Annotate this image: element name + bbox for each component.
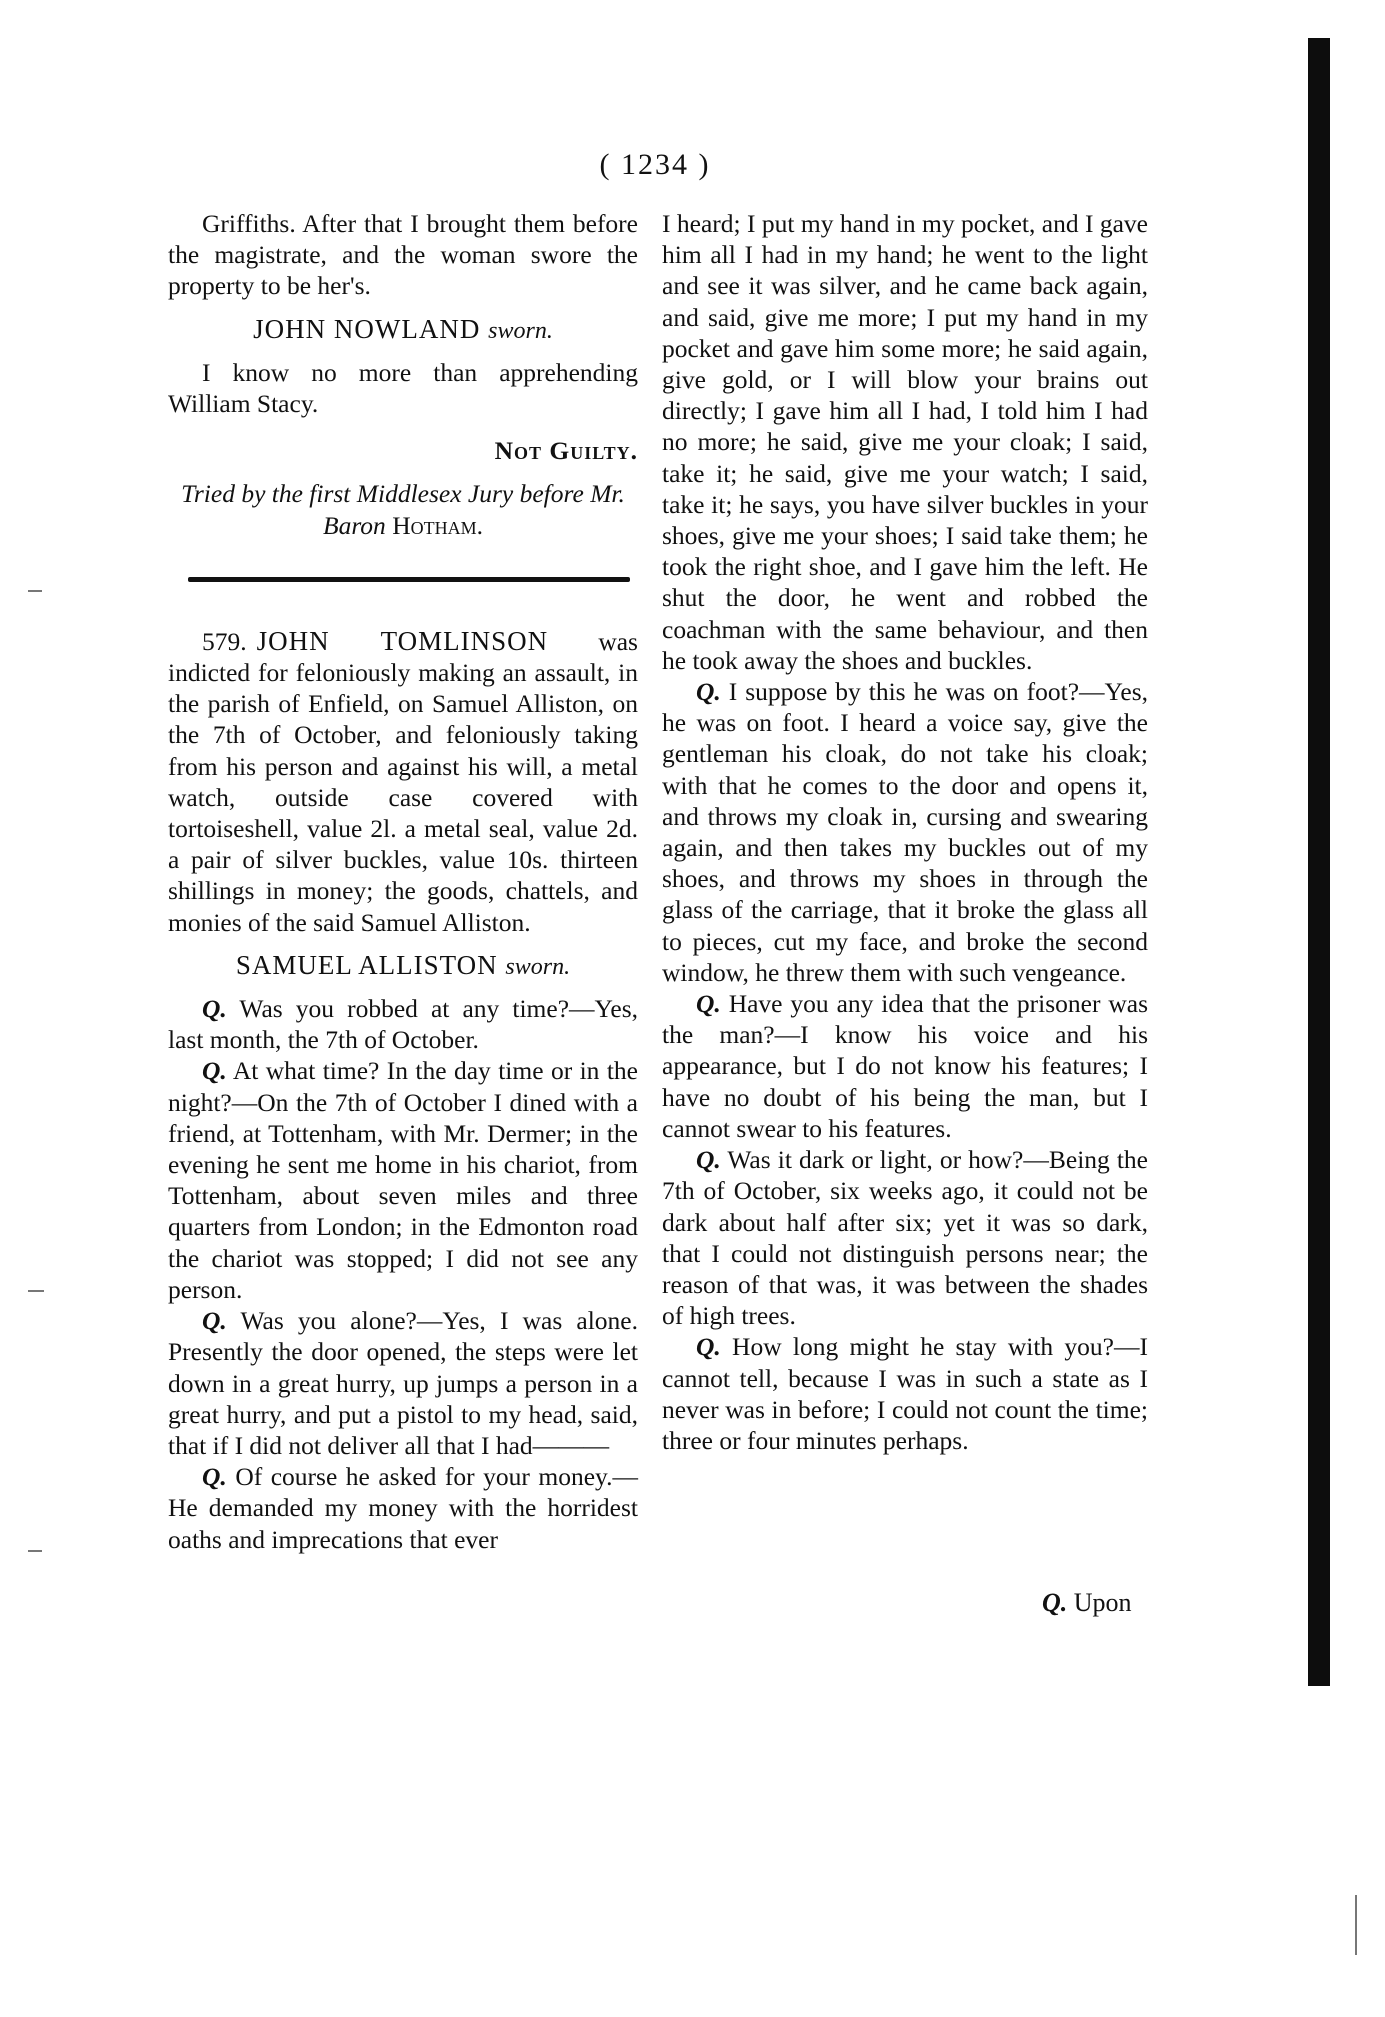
qa-text: Of course he asked for your money.—He demanded my money with the horridest oaths and imprecations that ever: [168, 1462, 639, 1554]
scan-speck: [28, 1290, 44, 1292]
section-divider: [188, 577, 630, 582]
question-mark: Q.: [696, 1332, 721, 1362]
sworn-label: sworn.: [505, 953, 571, 980]
scan-speck: [28, 590, 42, 592]
case-number: 579.: [202, 626, 247, 656]
question-answer: [168, 1461, 638, 1555]
question-mark: Q.: [696, 989, 721, 1019]
page-number: ( 1234 ): [599, 148, 711, 181]
question-answer: [168, 1055, 638, 1305]
scan-speck: [1355, 1895, 1357, 1955]
qa-text: At what time? In the day time or in the night?—On the 7th of October I dined with a friend, at Tottenham, with Mr. Dermer; in the evening he sent me home in his chariot, from Tottenham, about seven miles and three quarters from London; in the Edmonton road the chariot was stopped; I did not see any person.: [168, 1056, 638, 1304]
question-mark: Q.: [1042, 1588, 1068, 1617]
paragraph-griffiths: Griffiths. After that I brought them before the magistrate, and the woman swore the property to be her's.: [168, 209, 638, 301]
question-answer: [662, 676, 1148, 988]
scan-edge-shadow: [1308, 38, 1330, 1686]
case-indictment: [168, 626, 638, 938]
left-column: [168, 208, 638, 1555]
question-mark: Q.: [202, 994, 227, 1024]
sworn-label: sworn.: [488, 317, 553, 344]
witness-heading-nowland: [168, 314, 638, 347]
question-mark: Q.: [202, 1056, 227, 1086]
catchword-text: Upon: [1073, 1588, 1132, 1617]
qa-text: How long might he stay with you?—I cannot tell, because I was in such a state as I never was in before; I could not count the time; three or four minutes perhaps.: [662, 1332, 1148, 1455]
question-answer: [662, 988, 1148, 1144]
defendant-name: JOHN TOMLINSON: [256, 625, 549, 656]
qa-text: I suppose by this he was on foot?—Yes, he was on foot. I heard a voice say, give the gentleman his cloak, do not take his cloak; with that he comes to the door and opens it, and throws my cloak in, cursing and swearing again, and then takes my buckles out of my shoes, and throws my shoes in through the glass of the carriage, that it broke the glass all to pieces, cut my face, and broke the second window, he threw them with such vengeance.: [662, 677, 1148, 987]
verdict: Not Guilty.: [494, 436, 638, 466]
question-answer: [662, 1144, 1148, 1331]
judge-name: Hotham.: [392, 510, 483, 540]
witness-heading-alliston: [168, 950, 638, 983]
qa-text: Was it dark or light, or how?—Being the 7th of October, six weeks ago, it could not be dark about half after six; yet it was so dark, that I could not distinguish persons near; the reason of that was, it was between the shades of high trees.: [662, 1145, 1148, 1331]
question-mark: Q.: [202, 1306, 227, 1336]
paragraph-continued-testimony: I heard; I put my hand in my pocket, and I gave him all I had in my hand; he went to the light and see it was silver, and he came back again, and said, give me more; I put my hand in my pocket and gave him some more; he said again, give gold, or I will blow your brains out directly; I gave him all I had, I told him I had no more; he said, give me your cloak; I said, take it; he said, give me your watch; I said, take it; he says, you have silver buckles in your shoes, give me your shoes; I said take them; he took the right shoe, and I gave him the left. He shut the door, he went and robbed the coachman with the same behaviour, and then he took away the shoes and buckles.: [662, 209, 1148, 675]
question-mark: Q.: [696, 677, 721, 707]
trial-note: [168, 478, 638, 540]
question-answer: [662, 1331, 1148, 1456]
catchword: [1042, 1588, 1132, 1618]
question-answer: [168, 993, 638, 1055]
qa-text: Have you any idea that the prisoner was the man?—I know his voice and his appearance, but I do not know his features; I have no doubt of his being the man, but I cannot swear to his features.: [662, 989, 1148, 1143]
witness-name: JOHN NOWLAND: [253, 313, 481, 344]
question-answer: [168, 1305, 638, 1461]
question-mark: Q.: [202, 1462, 227, 1492]
witness-name: SAMUEL ALLISTON: [235, 949, 498, 980]
trial-note-text: Tried by the first Middlesex Jury before Mr. Baron: [181, 479, 625, 540]
right-column: [662, 208, 1148, 1456]
qa-text: Was you alone?—Yes, I was alone. Presently the door opened, the steps were let down in a great hurry, up jumps a person in a great hurry, and put a pistol to my head, said, that if I did not deliver all that I had———: [168, 1306, 638, 1460]
paragraph-nowland-testimony: I know no more than apprehending William Stacy.: [168, 357, 638, 419]
question-mark: Q.: [696, 1145, 721, 1175]
scan-speck: [28, 1550, 42, 1552]
qa-text: Was you robbed at any time?—Yes, last month, the 7th of October.: [168, 994, 638, 1055]
indictment-text: was indicted for feloniously making an assault, in the parish of Enfield, on Samuel Alliston, on the 7th of October, and feloniously taking from his person and against his will, a metal watch, outside case covered with tortoiseshell, value 2l. a metal seal, value 2d. a pair of silver buckles, value 10s. thirteen shillings in money; the goods, chattels, and monies of the said Samuel Alliston.: [168, 626, 638, 937]
